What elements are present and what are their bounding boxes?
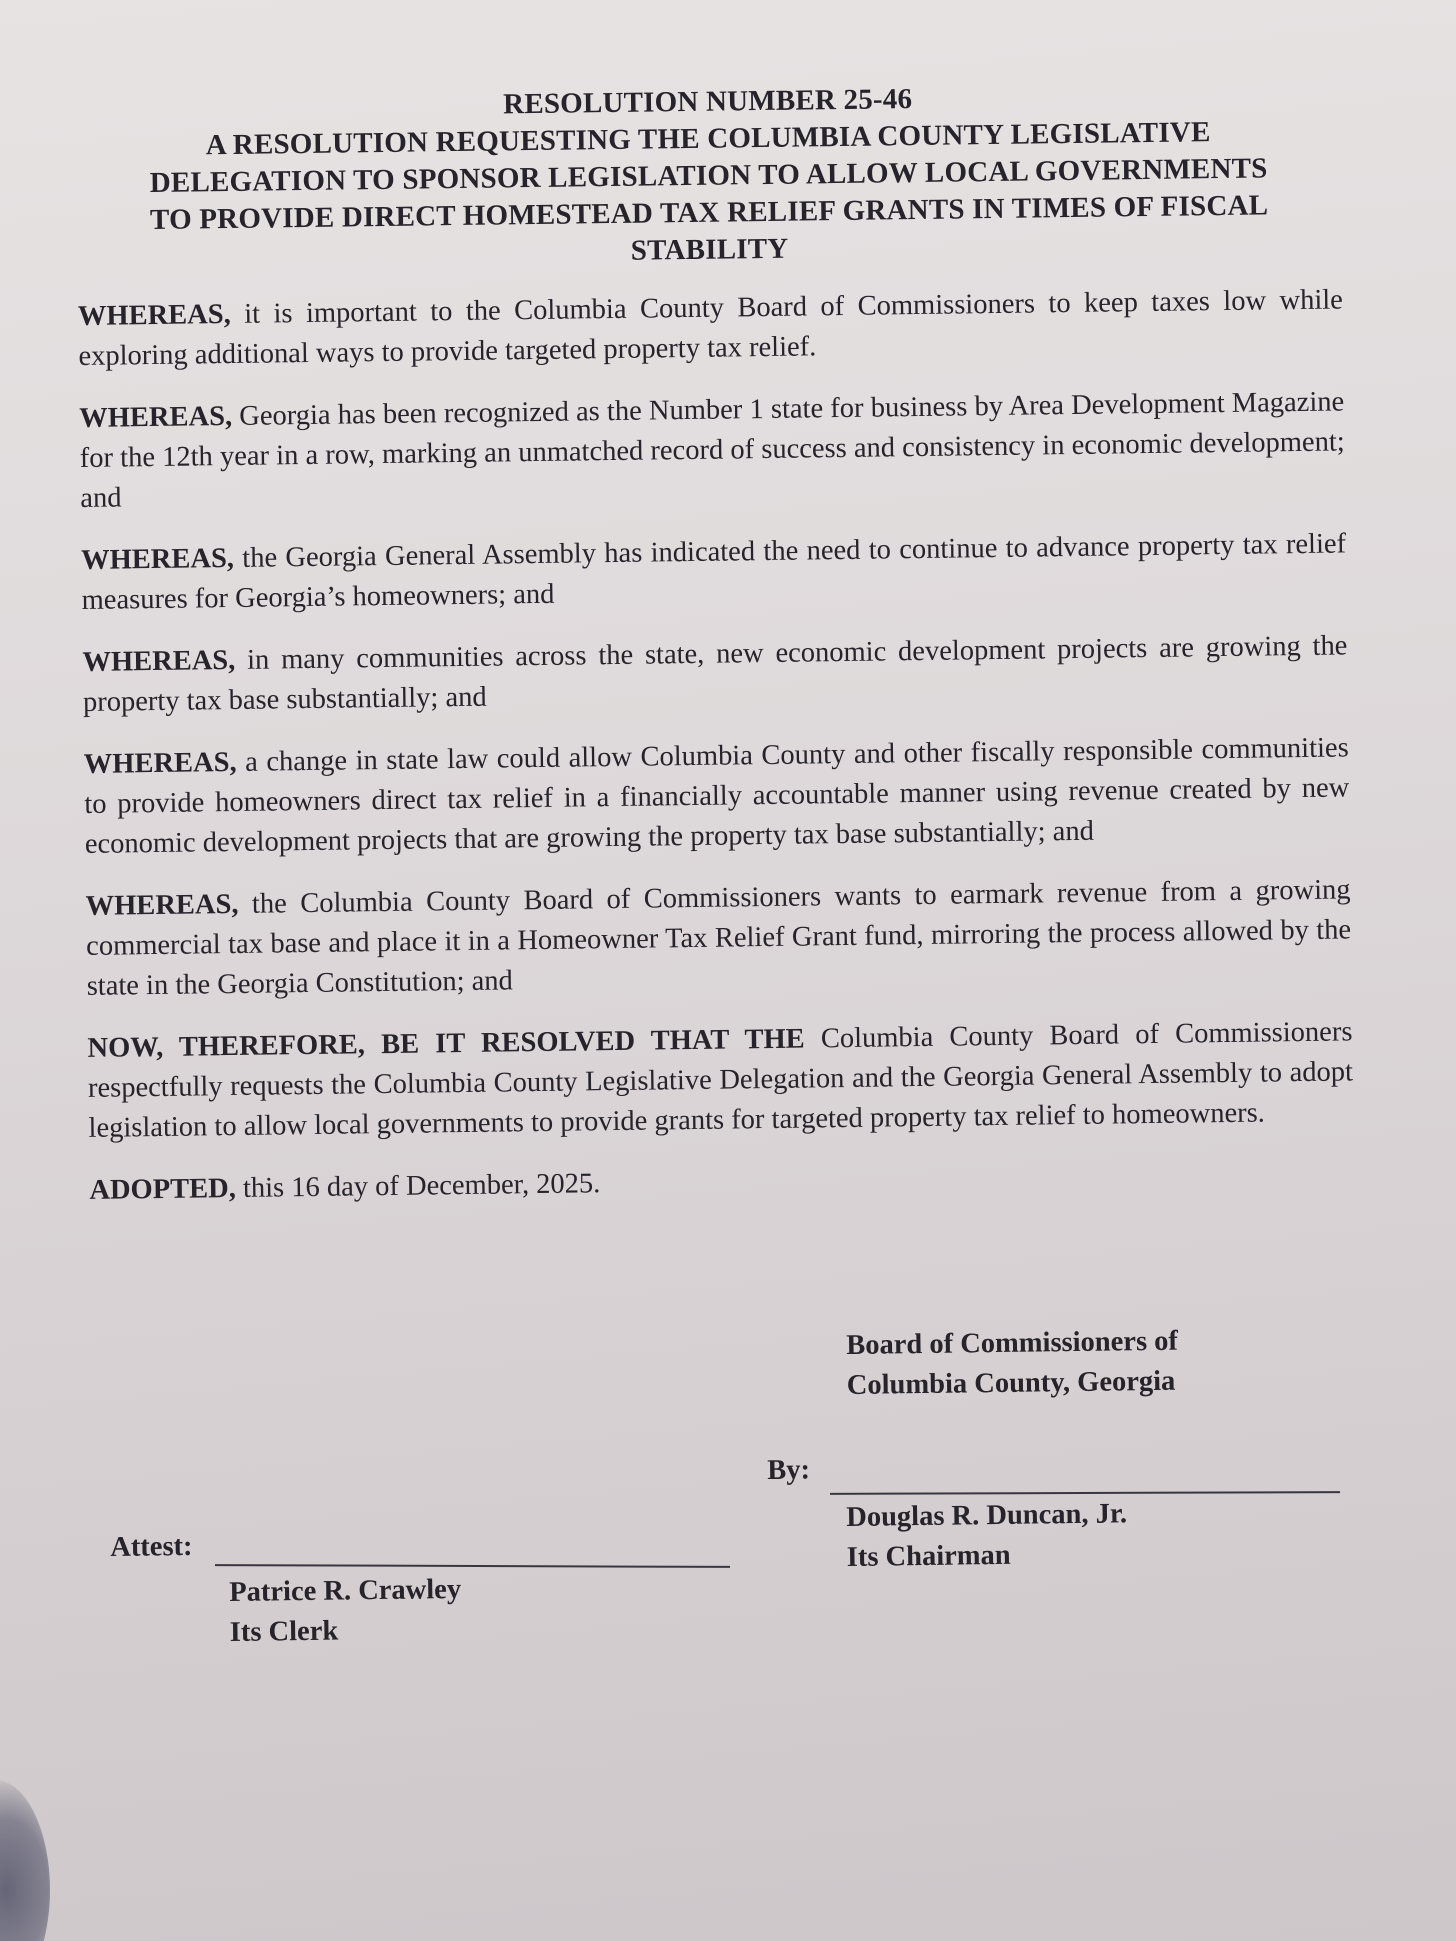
clerk-title: Its Clerk (229, 1615, 339, 1648)
paragraph-text: Georgia has been recognized as the Number 1 state for business by Area Development Magazine for the 12th year in a row, marking an unmatched record of success and consistency in economic development; and (79, 386, 1345, 514)
resolved-paragraph (87, 1012, 1353, 1149)
paragraph-text: Columbia County Board of Commissioners respectfully requests the Columbia County Legislative Delegation and the Georgia General Assembly to adopt legislation to allow local governments to provide grants for targeted property tax relief to homeowners. (87, 1016, 1354, 1144)
board-line: Columbia County, Georgia (846, 1365, 1176, 1401)
title-line: A RESOLUTION REQUESTING THE COLUMBIA COUNTY LEGISLATIVE (205, 116, 1211, 162)
photo-shadow (0, 1780, 50, 1941)
paragraph-lead: WHEREAS, (83, 746, 237, 780)
whereas-paragraph (78, 280, 1344, 377)
chairman-title: Its Chairman (846, 1539, 1011, 1573)
paragraph-text: a change in state law could allow Columbia County and other fiscally responsible communities to provide homeowners direct tax relief in a financially accountable manner using revenue created by new economic development projects that are growing the property tax base substantially; and (84, 732, 1350, 860)
by-label: By: (767, 1454, 811, 1486)
paragraph-text: the Georgia General Assembly has indicated the need to continue to advance property tax relief measures for Georgia’s homeowners; and (81, 528, 1347, 616)
chairman-name: Douglas R. Duncan, Jr. (846, 1498, 1128, 1533)
resolution-number: RESOLUTION NUMBER 25-46 (502, 83, 913, 121)
board-line: Board of Commissioners of (846, 1325, 1179, 1361)
paragraph-lead: WHEREAS, (82, 644, 236, 678)
whereas-paragraph (85, 870, 1351, 1007)
paragraph-lead: WHEREAS, (80, 542, 235, 576)
adopted-lead: ADOPTED, (89, 1172, 237, 1206)
paragraph-text: it is important to the Columbia County Board of Commissioners to keep taxes low while exploring additional ways to provide targeted property tax relief. (78, 284, 1344, 372)
paragraph-text: in many communities across the state, new economic development projects are growing the property tax base substantially; and (82, 630, 1348, 718)
document-title (75, 75, 1342, 277)
paragraph-lead: WHEREAS, (79, 400, 233, 434)
whereas-paragraph (79, 382, 1345, 519)
paragraph-text: the Columbia County Board of Commissioners wants to earmark revenue from a growing commercial tax base and place it in a Homeowner Tax Relief Grant fund, mirroring the process allowed by the state in the Georgia Constitution; and (85, 874, 1352, 1002)
adopted-line (89, 1154, 1354, 1211)
paragraph-lead: NOW, THEREFORE, BE IT RESOLVED THAT THE (87, 1023, 805, 1064)
attest-label: Attest: (110, 1530, 193, 1563)
adopted-text: this 16 day of December, 2025. (235, 1168, 601, 1204)
chairman-block (846, 1494, 1128, 1578)
whereas-paragraph (81, 524, 1347, 621)
paragraph-lead: WHEREAS, (85, 888, 239, 922)
clerk-block (229, 1570, 462, 1653)
clerk-name: Patrice R. Crawley (229, 1573, 462, 1608)
title-line: TO PROVIDE DIRECT HOMESTEAD TAX RELIEF GRANTS IN TIMES OF FISCAL (149, 189, 1269, 237)
board-name-block (846, 1322, 1179, 1406)
whereas-paragraph (82, 626, 1348, 723)
clerk-signature-line (215, 1564, 730, 1568)
title-line: DELEGATION TO SPONSOR LEGISLATION TO ALLOW LOCAL GOVERNMENTS (149, 152, 1268, 200)
title-line: STABILITY (630, 232, 789, 267)
whereas-paragraph (84, 728, 1350, 865)
resolution-body (75, 75, 1355, 1210)
paragraph-lead: WHEREAS, (77, 298, 231, 332)
